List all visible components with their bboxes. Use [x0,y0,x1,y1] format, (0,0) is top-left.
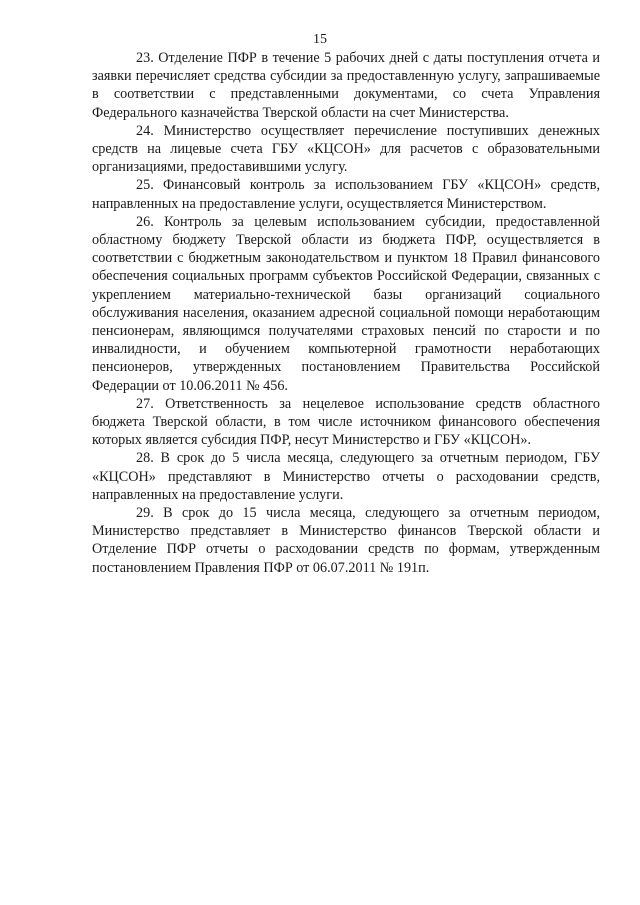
paragraph-24: 24. Министерство осуществляет перечисление поступивших денежных средств на лицевые счета ГБУ «КЦСОН» для расчетов с образовательными организациями, предоставившими услугу. [92,122,600,176]
paragraph-23: 23. Отделение ПФР в течение 5 рабочих дней с даты поступления отчета и заявки перечисляет средства субсидии за предоставленную услугу, запрашиваемые в соответствии с представленными документами, со счета Управления Федерального казначейства Тверской области на счет Министерства. [92,50,600,121]
paragraph-28: 28. В срок до 5 числа месяца, следующего за отчетным периодом, ГБУ «КЦСОН» представляют в Министерство отчеты о расходовании средств, направленных на предоставление услуги. [92,450,600,503]
paragraph-26: 26. Контроль за целевым использованием субсидии, предоставленной областному бюджету Тверской области из бюджета ПФР, осуществляется в соответствии с бюджетным законодательством и пунктом 18 Правил финансового обеспечения социальных программ субъектов Российской Федерации, связанных с укреплением материально-технической базы организаций социального обслуживания населения, оказанием адресной социальной помощи неработающим пенсионерам, являющимся получателями страховых пенсий по старости и по инвалидности, и обучением компьютерной грамотности неработающих пенсионеров, утвержденных постановлением Правительства Российской Федерации от 10.06.2011 № 456. [92,213,600,394]
paragraph-25: 25. Финансовый контроль за использованием ГБУ «КЦСОН» средств, направленных на предоставление услуги, осуществляется Министерством. [92,177,600,212]
document-body [92,49,600,577]
paragraph-27: 27. Ответственность за нецелевое использование средств областного бюджета Тверской области, в том числе источником финансового обеспечения которых является субсидия ПФР, несут Министерство и ГБУ «КЦСОН». [92,395,600,449]
paragraph-29: 29. В срок до 15 числа месяца, следующего за отчетным периодом, Министерство представляет в Министерство финансов Тверской области и Отделение ПФР отчеты о расходовании средств по формам, утвержденным постановлением Правления ПФР от 06.07.2011 № 191п. [92,505,600,576]
page-number: 15 [313,32,327,47]
